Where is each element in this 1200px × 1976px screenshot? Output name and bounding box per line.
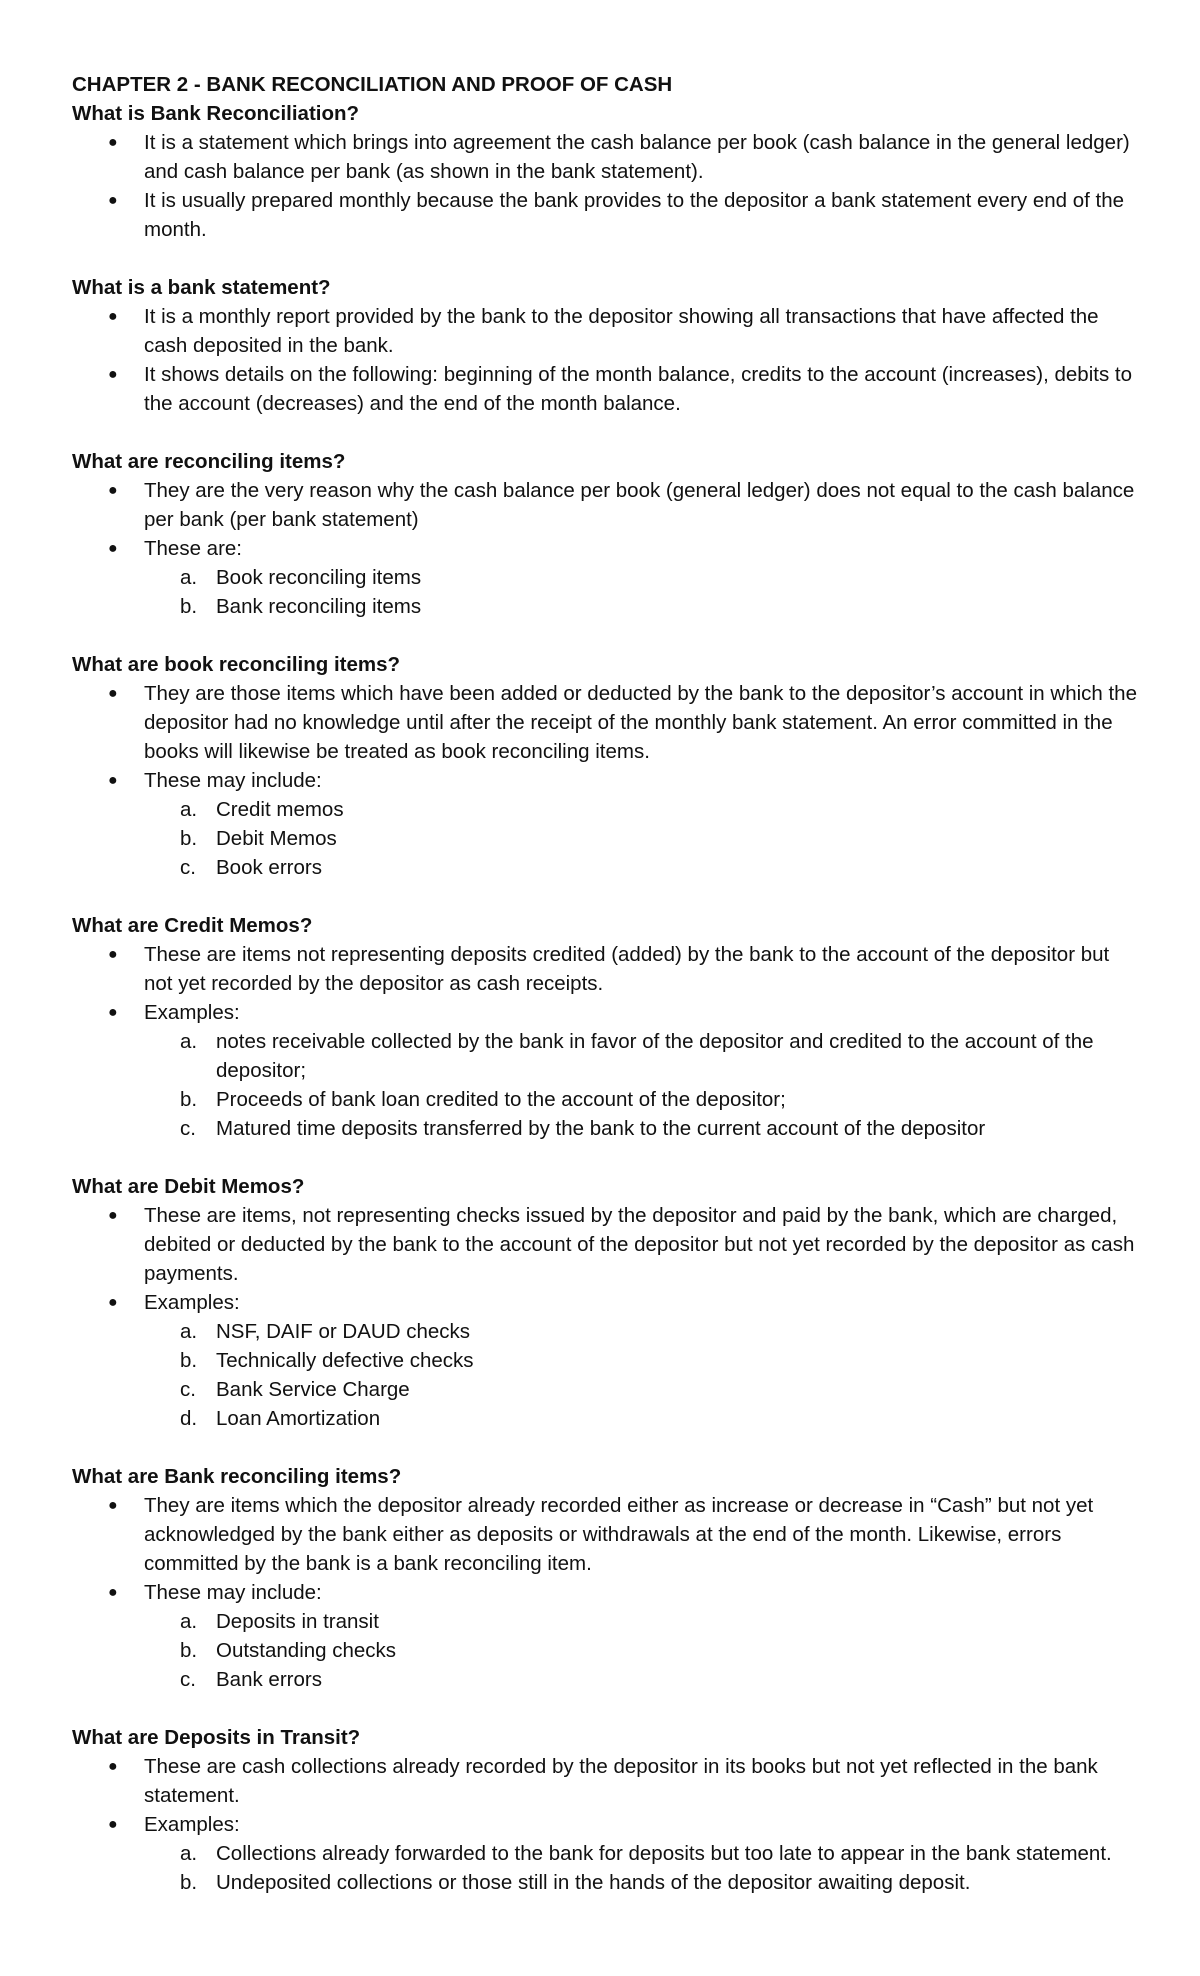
bullet-icon: ● <box>108 540 118 557</box>
section <box>72 1723 1140 1897</box>
bullet-text: These may include: <box>144 769 322 792</box>
sub-list <box>144 563 1140 621</box>
bullet-text: Examples: <box>144 1291 240 1314</box>
sub-list-text: NSF, DAIF or DAUD checks <box>216 1320 471 1343</box>
sub-list <box>144 795 1140 882</box>
section <box>72 650 1140 882</box>
bullet-icon: ● <box>108 685 118 702</box>
sub-list-marker: a. <box>180 1842 198 1865</box>
sub-list-item <box>144 592 1140 621</box>
bullet-item <box>72 679 1140 766</box>
bullet-list <box>72 128 1140 244</box>
bullet-text: They are items which the depositor already recorded either as increase or decrease in “Cash” but not yet acknowledged by the bank either as deposits or withdrawals at the end of the month. Likewise, errors committed by the bank is a bank reconciling item. <box>144 1494 1094 1575</box>
sub-list-marker: a. <box>180 1320 198 1343</box>
bullet-icon: ● <box>108 1207 118 1224</box>
sub-list-item <box>144 563 1140 592</box>
bullet-text: They are those items which have been added or deducted by the bank to the depositor’s account in which the depositor had no knowledge until after the receipt of the monthly bank statement. An error committed in the books will likewise be treated as book reconciling items. <box>144 682 1137 763</box>
bullet-icon: ● <box>108 1584 118 1601</box>
sub-list <box>144 1317 1140 1433</box>
sub-list-marker: a. <box>180 566 198 589</box>
sub-list <box>144 1839 1140 1897</box>
sub-list-marker: b. <box>180 1871 198 1894</box>
section <box>72 99 1140 244</box>
sub-list-text: Proceeds of bank loan credited to the account of the depositor; <box>216 1088 786 1111</box>
bullet-item <box>72 476 1140 534</box>
sub-list-item <box>144 1346 1140 1375</box>
sub-list-text: Debit Memos <box>216 827 337 850</box>
sub-list-item <box>144 1027 1140 1085</box>
bullet-item <box>72 186 1140 244</box>
bullet-text: It is a statement which brings into agreement the cash balance per book (cash balance in the general ledger) and cash balance per bank (as shown in the bank statement). <box>144 131 1130 183</box>
sub-list <box>144 1607 1140 1694</box>
section-heading: What are Deposits in Transit? <box>72 1726 361 1749</box>
sub-list-text: Credit memos <box>216 798 344 821</box>
sub-list-marker: a. <box>180 798 198 821</box>
section <box>72 447 1140 621</box>
sub-list-marker: b. <box>180 827 198 850</box>
bullet-item <box>72 940 1140 998</box>
bullet-list <box>72 1201 1140 1433</box>
section-heading: What are Bank reconciling items? <box>72 1465 402 1488</box>
bullet-icon: ● <box>108 1004 118 1021</box>
section-heading: What are reconciling items? <box>72 450 346 473</box>
sub-list-text: Deposits in transit <box>216 1610 379 1633</box>
sub-list <box>144 1027 1140 1143</box>
bullet-text: These may include: <box>144 1581 322 1604</box>
bullet-icon: ● <box>108 1497 118 1514</box>
sub-list-marker: d. <box>180 1407 198 1430</box>
bullet-list <box>72 940 1140 1143</box>
chapter-title: CHAPTER 2 - BANK RECONCILIATION AND PROOF OF CASH <box>72 73 673 96</box>
bullet-icon: ● <box>108 946 118 963</box>
sub-list-text: Bank Service Charge <box>216 1378 410 1401</box>
bullet-text: Examples: <box>144 1813 240 1836</box>
bullet-list <box>72 1752 1140 1897</box>
sub-list-item <box>144 1636 1140 1665</box>
bullet-item <box>72 534 1140 621</box>
bullet-icon: ● <box>108 134 118 151</box>
bullet-item <box>72 128 1140 186</box>
sub-list-marker: a. <box>180 1610 198 1633</box>
bullet-list <box>72 1491 1140 1694</box>
bullet-text: These are cash collections already recorded by the depositor in its books but not yet reflected in the bank statement. <box>144 1755 1098 1807</box>
sub-list-item <box>144 1114 1140 1143</box>
sub-list-marker: b. <box>180 1349 198 1372</box>
bullet-item <box>72 1201 1140 1288</box>
sub-list-marker: c. <box>180 856 196 879</box>
bullet-icon: ● <box>108 1816 118 1833</box>
bullet-icon: ● <box>108 308 118 325</box>
sub-list-text: notes receivable collected by the bank in favor of the depositor and credited to the account of the depositor; <box>216 1030 1094 1082</box>
bullet-item <box>72 302 1140 360</box>
sub-list-item <box>144 795 1140 824</box>
bullet-item <box>72 766 1140 882</box>
bullet-text: These are: <box>144 537 242 560</box>
bullet-item <box>72 1752 1140 1810</box>
bullet-text: It is a monthly report provided by the bank to the depositor showing all transactions that have affected the cash deposited in the bank. <box>144 305 1099 357</box>
sub-list-text: Bank reconciling items <box>216 595 422 618</box>
bullet-text: They are the very reason why the cash balance per book (general ledger) does not equal to the cash balance per bank (per bank statement) <box>144 479 1135 531</box>
sub-list-text: Undeposited collections or those still in the hands of the depositor awaiting deposit. <box>216 1871 971 1894</box>
bullet-icon: ● <box>108 772 118 789</box>
sub-list-marker: b. <box>180 1639 198 1662</box>
sub-list-marker: c. <box>180 1117 196 1140</box>
sub-list-marker: b. <box>180 595 198 618</box>
section-heading: What is a bank statement? <box>72 276 331 299</box>
sub-list-item <box>144 1085 1140 1114</box>
bullet-text: It is usually prepared monthly because the bank provides to the depositor a bank statement every end of the month. <box>144 189 1125 241</box>
sub-list-text: Loan Amortization <box>216 1407 381 1430</box>
sub-list-text: Technically defective checks <box>216 1349 474 1372</box>
bullet-item <box>72 1578 1140 1694</box>
sub-list-text: Matured time deposits transferred by the bank to the current account of the depositor <box>216 1117 986 1140</box>
sub-list-item <box>144 1665 1140 1694</box>
sub-list-marker: a. <box>180 1030 198 1053</box>
bullet-icon: ● <box>108 366 118 383</box>
sub-list-marker: c. <box>180 1378 196 1401</box>
bullet-item <box>72 1810 1140 1897</box>
sub-list-item <box>144 853 1140 882</box>
sub-list-marker: c. <box>180 1668 196 1691</box>
sub-list-item <box>144 1404 1140 1433</box>
sub-list-text: Book reconciling items <box>216 566 422 589</box>
bullet-item <box>72 1491 1140 1578</box>
sub-list-item <box>144 824 1140 853</box>
sub-list-marker: b. <box>180 1088 198 1111</box>
bullet-item <box>72 998 1140 1143</box>
bullet-icon: ● <box>108 1758 118 1775</box>
bullet-text: Examples: <box>144 1001 240 1024</box>
sub-list-text: Bank errors <box>216 1668 322 1691</box>
bullet-text: These are items, not representing checks issued by the depositor and paid by the bank, which are charged, debited or deducted by the bank to the account of the depositor but not yet recorded by the depositor as cash payments. <box>144 1204 1135 1285</box>
section-heading: What are Debit Memos? <box>72 1175 305 1198</box>
section-heading: What is Bank Reconciliation? <box>72 102 360 125</box>
sub-list-text: Book errors <box>216 856 322 879</box>
sub-list-item <box>144 1375 1140 1404</box>
sub-list-item <box>144 1868 1140 1897</box>
bullet-icon: ● <box>108 1294 118 1311</box>
section <box>72 1172 1140 1433</box>
bullet-icon: ● <box>108 192 118 209</box>
bullet-text: It shows details on the following: beginning of the month balance, credits to the account (increases), debits to the account (decreases) and the end of the month balance. <box>144 363 1132 415</box>
section <box>72 273 1140 418</box>
sub-list-item <box>144 1839 1140 1868</box>
section-heading: What are Credit Memos? <box>72 914 313 937</box>
sub-list-text: Collections already forwarded to the bank for deposits but too late to appear in the bank statement. <box>216 1842 1112 1865</box>
bullet-list <box>72 302 1140 418</box>
sub-list-text: Outstanding checks <box>216 1639 397 1662</box>
sub-list-item <box>144 1607 1140 1636</box>
bullet-icon: ● <box>108 482 118 499</box>
sub-list-item <box>144 1317 1140 1346</box>
section-heading: What are book reconciling items? <box>72 653 401 676</box>
bullet-text: These are items not representing deposits credited (added) by the bank to the account of the depositor but not yet recorded by the depositor as cash receipts. <box>144 943 1110 995</box>
bullet-list <box>72 476 1140 621</box>
bullet-list <box>72 679 1140 882</box>
section <box>72 1462 1140 1694</box>
sections-container <box>72 99 1140 1897</box>
bullet-item <box>72 1288 1140 1433</box>
section <box>72 911 1140 1143</box>
bullet-item <box>72 360 1140 418</box>
